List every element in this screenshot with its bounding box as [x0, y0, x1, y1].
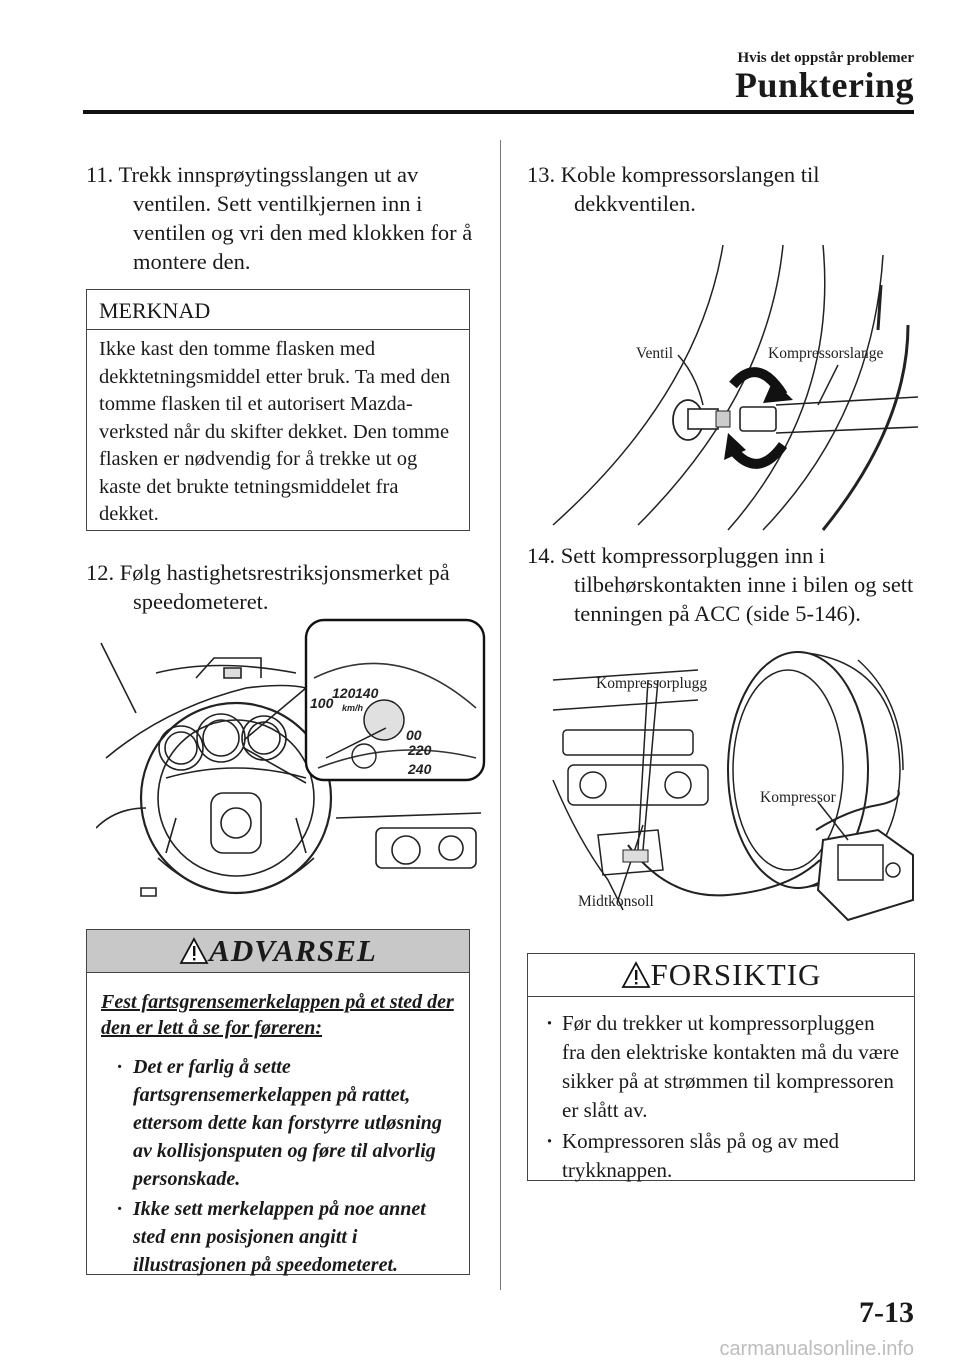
column-divider: [500, 140, 501, 1290]
valve-hose-illustration: [548, 245, 918, 535]
caution-item: · Kompressoren slås på og av med trykknappen.: [546, 1127, 900, 1185]
speedo-tick-240: 240: [408, 761, 432, 777]
speedo-tick-140: 140: [355, 685, 379, 701]
note-text: Ikke kast den tomme flasken med dekktetningsmiddel etter bruk. Ta med den tomme flasken til et autorisert Mazda-verksted når du skifter dekket. Den tomme flasken er nødvendig for å trekke ut og kaste det brukte tetningsmiddelet fra dekket.: [99, 338, 451, 525]
caution-box: [527, 953, 915, 1181]
step-11-text: 11. Trekk innsprøytingsslangen ut av ventilen. Sett ventilkjernen inn i ventilen og vri den med klokken for å montere den.: [86, 162, 473, 274]
compressor-label: Kompressor: [760, 789, 836, 806]
speedo-tick-200: 00: [406, 727, 422, 743]
page-number: 7-13: [859, 1296, 914, 1329]
caution-header: [528, 954, 914, 997]
speedometer-illustration: [96, 618, 486, 908]
step-14: [527, 541, 917, 628]
warning-box: [86, 929, 470, 1275]
section-title: Hvis det oppstår problemer: [737, 50, 914, 66]
caution-title: FORSIKTIG: [650, 957, 822, 992]
note-box: [86, 289, 470, 531]
speedo-unit: km/h: [342, 703, 364, 713]
step-13: [527, 160, 917, 218]
warning-title: ADVARSEL: [209, 933, 377, 968]
speedo-tick-100: 100: [310, 695, 334, 711]
compressor-illustration: [548, 640, 918, 935]
watermark: carmanualsonline.info: [719, 1338, 914, 1360]
caution-list: [528, 997, 914, 1185]
speedo-tick-220: 220: [408, 742, 432, 758]
warning-lead: Fest fartsgrensemerkelappen på et sted der den er lett å se for føreren:: [101, 991, 454, 1039]
console-label: Midtkonsoll: [578, 893, 654, 910]
plug-label: Kompressorplugg: [596, 675, 708, 692]
step-14-text: 14. Sett kompressorpluggen inn i tilbehørskontakten inne i bilen og sett tenningen på ACC (side 5-146).: [527, 543, 914, 626]
step-12-text: 12. Følg hastighetsrestriksjonsmerket på speedometeret.: [86, 560, 450, 614]
warning-item: · Det er farlig å sette fartsgrensemerkelappen på rattet, ettersom dette kan forstyrre utløsning av kollisjonsputen og føre til alvorlig personskade.: [117, 1053, 455, 1193]
step-11: [86, 160, 476, 276]
header-rule: [83, 110, 914, 114]
warning-header: [87, 930, 469, 973]
step-12: [86, 558, 476, 616]
hose-label: Kompressorslange: [768, 345, 884, 362]
page-title: Punktering: [734, 65, 914, 105]
warning-list: [87, 1041, 469, 1279]
caution-item: · Før du trekker ut kompressorpluggen fra den elektriske kontakten må du være sikker på at strømmen til kompressoren er slått av.: [546, 1009, 900, 1125]
valve-label: Ventil: [636, 345, 674, 362]
caution-triangle-icon: [621, 961, 651, 989]
warning-item: · Ikke sett merkelappen på noe annet sted enn posisjonen angitt i illustrasjonen på speedometeret.: [117, 1195, 455, 1279]
note-heading: MERKNAD: [87, 290, 469, 330]
warning-triangle-icon: [179, 937, 209, 965]
step-13-text: 13. Koble kompressorslangen til dekkventilen.: [527, 162, 820, 216]
speedo-tick-120: 120: [332, 685, 356, 701]
